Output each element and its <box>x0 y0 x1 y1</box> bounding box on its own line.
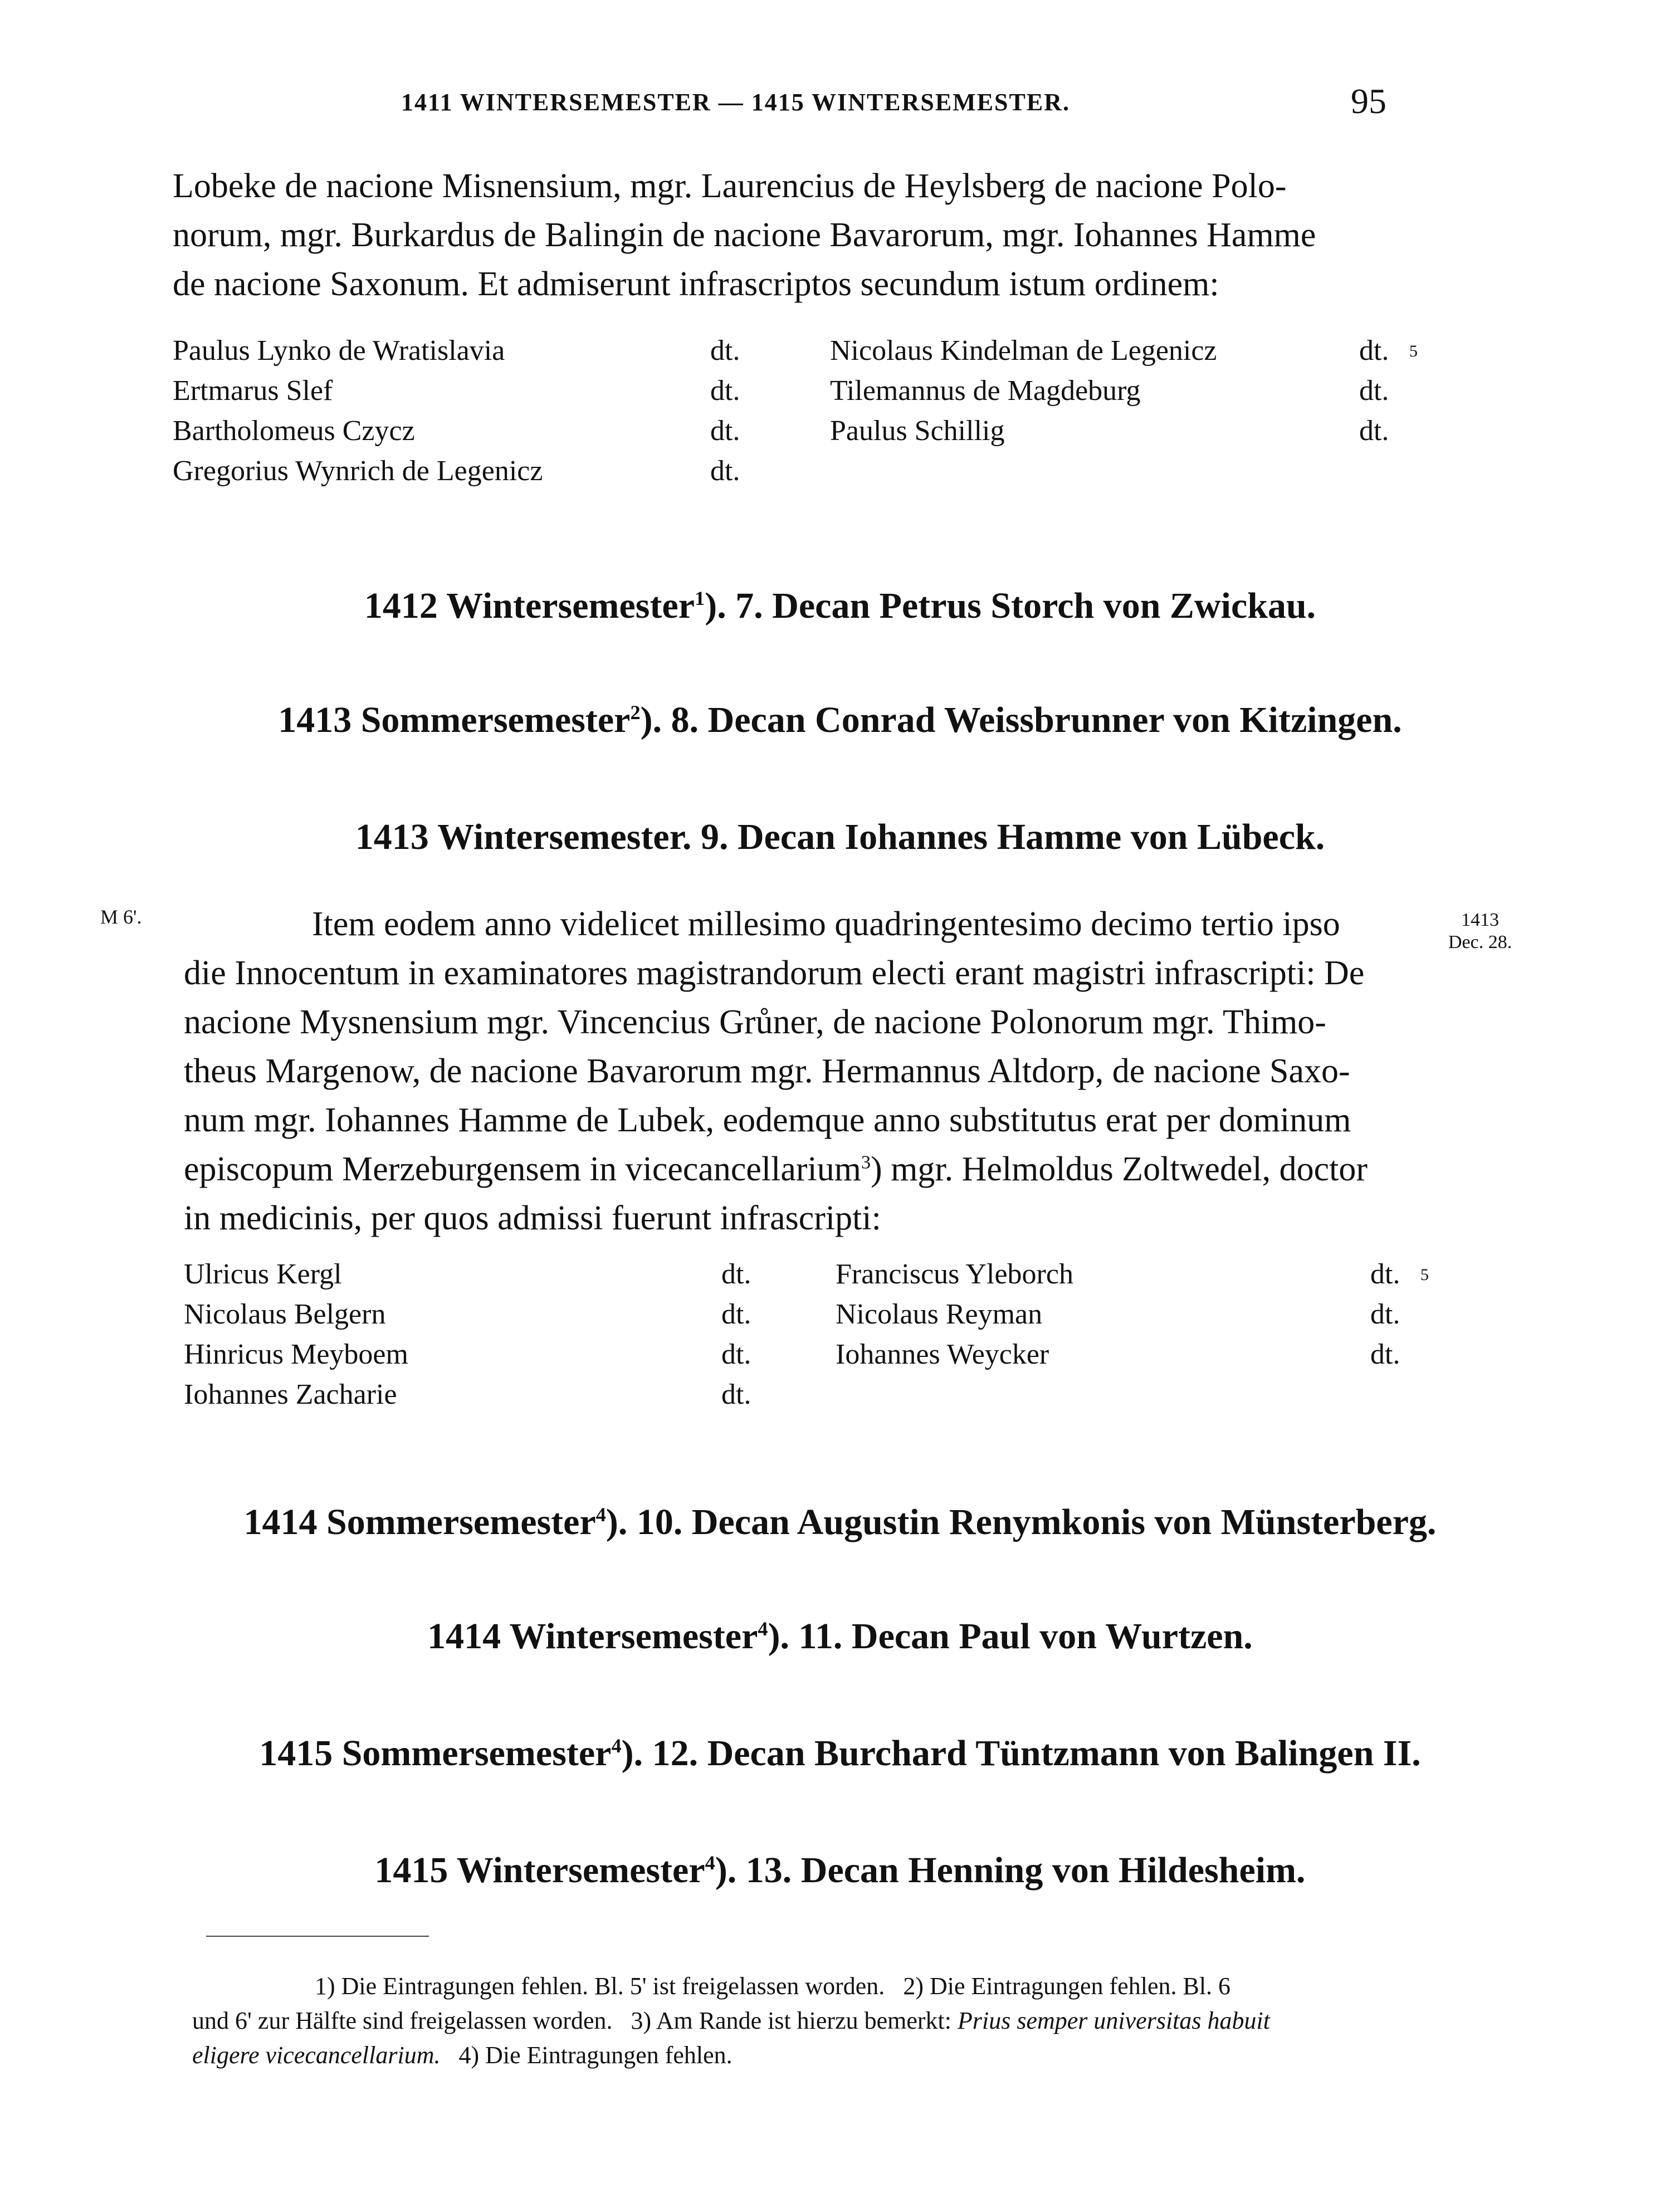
line-text: episcopum Merzeburgensem in vicecancellarium <box>184 1150 861 1188</box>
semester-heading-1413-summer <box>0 699 1680 741</box>
fee-mark: dt. <box>1370 1298 1400 1330</box>
fee-mark: dt. <box>710 335 740 367</box>
student-name: Tilemannus de Magdeburg <box>830 375 1141 407</box>
list-item <box>173 414 1454 453</box>
paragraph-line: Lobeke de nacione Misnensium, mgr. Laurencius de Heylsberg de nacione Polo- <box>173 167 1287 205</box>
paragraph-line: de nacione Saxonum. Et admiserunt infrascriptos secundum istum ordinem: <box>173 265 1219 303</box>
paragraph-line: nacione Mysnensium mgr. Vincencius Grůner, de nacione Polonorum mgr. Thimo- <box>184 1003 1326 1041</box>
paragraph-line: norum, mgr. Burkardus de Balingin de nacione Bavarorum, mgr. Iohannes Hamme <box>173 216 1316 254</box>
semester-heading-1414-winter <box>0 1615 1680 1658</box>
footnote-italic: eligere vicecancellarium. <box>192 2042 441 2069</box>
fee-mark: dt. <box>721 1339 751 1370</box>
fee-mark: dt. <box>1359 335 1389 367</box>
paragraph-examiners-1411 <box>173 162 1404 309</box>
paragraph-line: num mgr. Iohannes Hamme de Lubek, eodemque anno substitutus erat per dominum <box>184 1101 1351 1139</box>
fee-mark: dt. <box>710 415 740 447</box>
semester-heading-1414-summer <box>0 1501 1680 1544</box>
heading-text: ). 10. Decan Augustin Renymkonis von Münsterberg. <box>605 1502 1437 1542</box>
footnotes <box>192 1969 1418 2073</box>
footnote-ref: 4 <box>595 1503 606 1526</box>
heading-text: 1414 Sommersemester <box>243 1502 596 1542</box>
fee-mark: dt. <box>1359 415 1389 447</box>
line-text: ) mgr. Helmoldus Zoltwedel, doctor <box>871 1150 1368 1188</box>
paragraph-line: Item eodem anno videlicet millesimo quadringentesimo decimo tertio ipso <box>312 905 1340 943</box>
semester-heading-1413-winter <box>0 816 1680 858</box>
margin-year: 1413 <box>1461 910 1500 930</box>
fee-mark: dt. <box>1359 375 1389 407</box>
student-name: Ertmarus Slef <box>173 375 333 407</box>
footnote-divider <box>206 1936 429 1937</box>
paragraph-line: theus Margenow, de nacione Bavarorum mgr. Hermannus Altdorp, de nacione Saxo- <box>184 1052 1350 1090</box>
footnote-ref: 2 <box>630 701 641 724</box>
footnote-line <box>192 1969 1418 2004</box>
paragraph-line <box>184 1145 1409 1194</box>
name-list-1413 <box>184 1258 1465 1425</box>
footnote-ref: 3 <box>861 1152 871 1173</box>
heading-text: 1413 Wintersemester. 9. Decan Iohannes Hamme von Lübeck. <box>355 817 1325 857</box>
heading-text: ). 12. Decan Burchard Tüntzmann von Balingen II. <box>621 1733 1421 1774</box>
name-list-1411 <box>173 334 1454 501</box>
student-name: Paulus Schillig <box>830 415 1005 447</box>
margin-note-left: M 6'. <box>100 906 142 928</box>
heading-text: 1412 Wintersemester <box>364 585 695 626</box>
footnote-text: 3) Am Rande ist hierzu bemerkt: <box>631 2007 951 2034</box>
paragraph-examiners-1413 <box>184 900 1409 1243</box>
student-name: Gregorius Wynrich de Legenicz <box>173 455 543 487</box>
list-item <box>184 1298 1465 1337</box>
list-item <box>173 455 1454 494</box>
semester-heading-1415-summer <box>0 1732 1680 1775</box>
footnote-ref: 4 <box>705 1852 715 1874</box>
fee-mark: dt. <box>721 1298 751 1330</box>
semester-heading-1415-winter <box>0 1849 1680 1892</box>
line-number: 5 <box>1420 1266 1429 1284</box>
fee-mark: dt. <box>1370 1258 1400 1290</box>
heading-text: 1414 Wintersemester <box>427 1616 758 1657</box>
footnote-ref: 4 <box>758 1618 768 1640</box>
heading-text: ). 7. Decan Petrus Storch von Zwickau. <box>705 585 1316 626</box>
student-name: Nicolaus Belgern <box>184 1298 386 1330</box>
paragraph-line: in medicinis, per quos admissi fuerunt infrascripti: <box>184 1199 881 1237</box>
list-item <box>184 1258 1465 1297</box>
running-header: 1411 WINTERSEMESTER — 1415 WINTERSEMESTER. <box>401 89 1070 116</box>
margin-date: Dec. 28. <box>1448 932 1512 953</box>
semester-heading-1412-winter <box>0 585 1680 627</box>
student-name: Hinricus Meyboem <box>184 1339 408 1370</box>
footnote-text: 2) Die Eintragungen fehlen. Bl. 6 <box>903 1972 1231 2000</box>
footnote-ref: 1 <box>695 587 705 609</box>
student-name: Iohannes Zacharie <box>184 1379 397 1410</box>
fee-mark: dt. <box>710 375 740 407</box>
heading-text: ). 11. Decan Paul von Wurtzen. <box>768 1616 1253 1657</box>
list-item <box>184 1338 1465 1377</box>
student-name: Nicolaus Kindelman de Legenicz <box>830 335 1217 367</box>
footnote-text: 4) Die Eintragungen fehlen. <box>458 2042 732 2069</box>
student-name: Bartholomeus Czycz <box>173 415 415 447</box>
heading-text: 1413 Sommersemester <box>278 700 631 740</box>
page-number: 95 <box>1351 81 1386 121</box>
fee-mark: dt. <box>1370 1339 1400 1370</box>
fee-mark: dt. <box>721 1258 751 1290</box>
student-name: Iohannes Weycker <box>836 1339 1049 1370</box>
footnote-text: 1) Die Eintragungen fehlen. Bl. 5' ist freigelassen worden. <box>315 1972 885 2000</box>
list-item <box>173 334 1454 373</box>
list-item <box>184 1378 1465 1417</box>
heading-text: ). 8. Decan Conrad Weissbrunner von Kitzingen. <box>640 700 1402 740</box>
heading-text: ). 13. Decan Henning von Hildesheim. <box>715 1850 1306 1891</box>
fee-mark: dt. <box>721 1379 751 1410</box>
paragraph-line: die Innocentum in examinatores magistrandorum electi erant magistri infrascripti: De <box>184 954 1365 992</box>
footnote-line <box>192 2004 1418 2038</box>
line-number: 5 <box>1409 342 1418 360</box>
footnote-italic: Prius semper universitas habuit <box>958 2007 1270 2034</box>
margin-note-right <box>1448 909 1512 954</box>
heading-text: 1415 Sommersemester <box>259 1733 612 1774</box>
fee-mark: dt. <box>710 455 740 487</box>
student-name: Franciscus Yleborch <box>836 1258 1073 1290</box>
footnote-line <box>192 2038 1418 2073</box>
student-name: Ulricus Kergl <box>184 1258 342 1290</box>
student-name: Nicolaus Reyman <box>836 1298 1043 1330</box>
student-name: Paulus Lynko de Wratislavia <box>173 335 505 367</box>
heading-text: 1415 Wintersemester <box>374 1850 705 1891</box>
footnote-ref: 4 <box>611 1735 622 1757</box>
footnote-text: und 6' zur Hälfte sind freigelassen worden. <box>192 2007 613 2034</box>
list-item <box>173 374 1454 413</box>
